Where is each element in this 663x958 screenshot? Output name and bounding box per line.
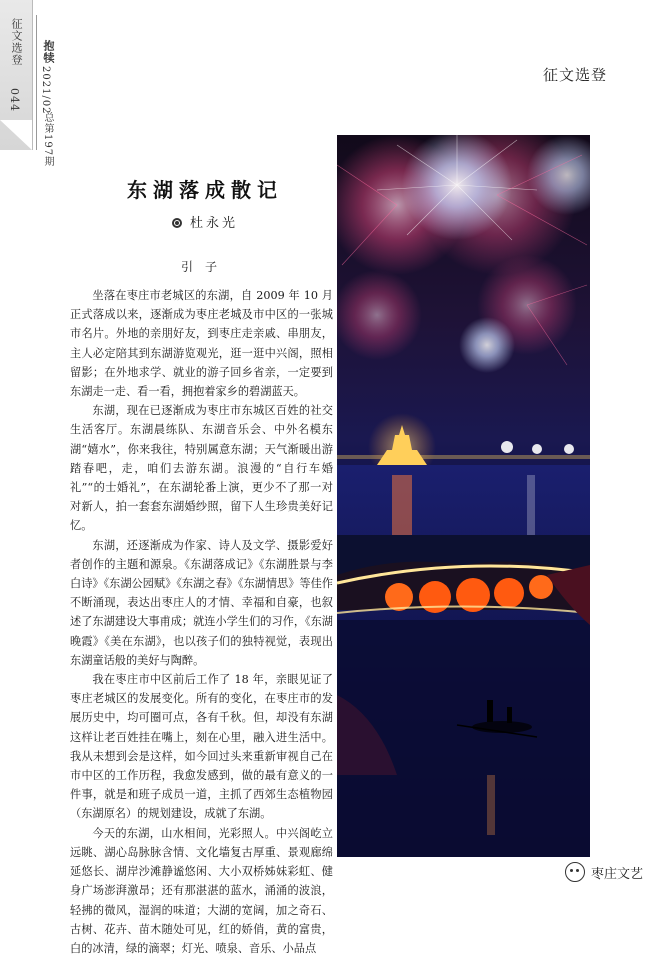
paragraph: 我在枣庄市中区前后工作了 18 年，亲眼见证了枣庄老城区的发展变化。所有的变化，在枣庄市的发展历史中，均可圈可点，各有千秋。但，却没有东湖这样让老百姓挂在嘴上，刻在心里，融入进生活中。我从未想到会是这样，如今回过头来重新审视自己在市中区的工作历程，我愈发感到，做的最有意义的一件事，就是和班子成员一道，主抓了西郊生态植物园（东湖原名）的规划建设，成就了东湖。 [70, 673, 333, 821]
journal-name: 抱犊 [42, 40, 55, 64]
section-header: 征文选登 [542, 66, 607, 84]
paragraph: 今天的东湖，山水相间，光彩照人。中兴阁屹立远眺、湖心岛脉脉含情、文化墙复古厚重、景观廊绵延悠长、湖岸沙滩静谧悠闲、大小双桥姊妹彩虹、健身广场澎湃激昂；还有那湛湛的蓝水，涌涌的波浪，轻拂的微风，湿润的味道；大湖的宽阔，加之奇石、古树、花卉、苗木随处可见，红的娇俏，黄的富贵，白的冰清，绿的滴翠；灯光、喷泉、音乐、小品点 [70, 826, 333, 955]
side-page-number: 044 [8, 88, 21, 112]
paragraph: 东湖，还逐渐成为作家、诗人及文学、摄影爱好者创作的主题和源泉。《东湖落成记》《东湖胜景与李白诗》《东湖公园赋》《东湖之春》《东湖情思》等佳作不断涌现，表达出枣庄人的才情、幸福和自豪，也叙述了东湖建设大事甫成；就连小学生们的习作，《东湖晚霞》《美在东湖》，也以孩子们的独特视觉，表现出东湖童话般的美好与陶醉。 [70, 538, 333, 667]
article-body [70, 286, 333, 958]
article-title: 东湖落成散记 [127, 178, 283, 202]
side-section-label: 征文选登 [10, 18, 23, 66]
article-subhead: 引子 [180, 260, 229, 274]
paragraph: 东湖，现在已逐渐成为枣庄市东城区百姓的社交生活客厅。东湖晨练队、东湖音乐会、中外名模东湖“嬉水”，你来我往，特别属意东湖；天气渐暖出游踏春吧，走，咱们去游东湖。浪漫的“自行车婚礼”“的士婚礼”，在东湖轮番上演，更少不了那一对对新人，拍一套套东湖婚纱照，留下人生珍贵美好记忆。 [70, 404, 333, 533]
fireworks-night-lake-photo [337, 135, 590, 857]
paragraph: 坐落在枣庄市老城区的东湖，自 2009 年 10 月正式落成以来，逐渐成为枣庄老城及市中区的一张城市名片。外地的亲朋好友，到枣庄走亲戚、串朋友，主人必定陪其到东湖游览观光，逛一逛中兴阁，照相留影；在外地求学、就业的游子回乡省亲，一定要到东湖走一走、看一看，拥抱着家乡的碧湖蓝天。 [70, 289, 333, 399]
journal-issue: 2021/02 [40, 66, 51, 115]
article-author [70, 212, 340, 231]
author-name: 杜永光 [189, 216, 238, 231]
journal-total-issue: 总第197期 [42, 112, 53, 168]
brand-logo [565, 862, 643, 882]
author-bullet-icon [172, 218, 182, 228]
side-divider [36, 15, 37, 150]
corner-fold [0, 120, 32, 150]
brand-name: 枣庄文艺 [590, 866, 643, 882]
wechat-icon [565, 862, 585, 882]
